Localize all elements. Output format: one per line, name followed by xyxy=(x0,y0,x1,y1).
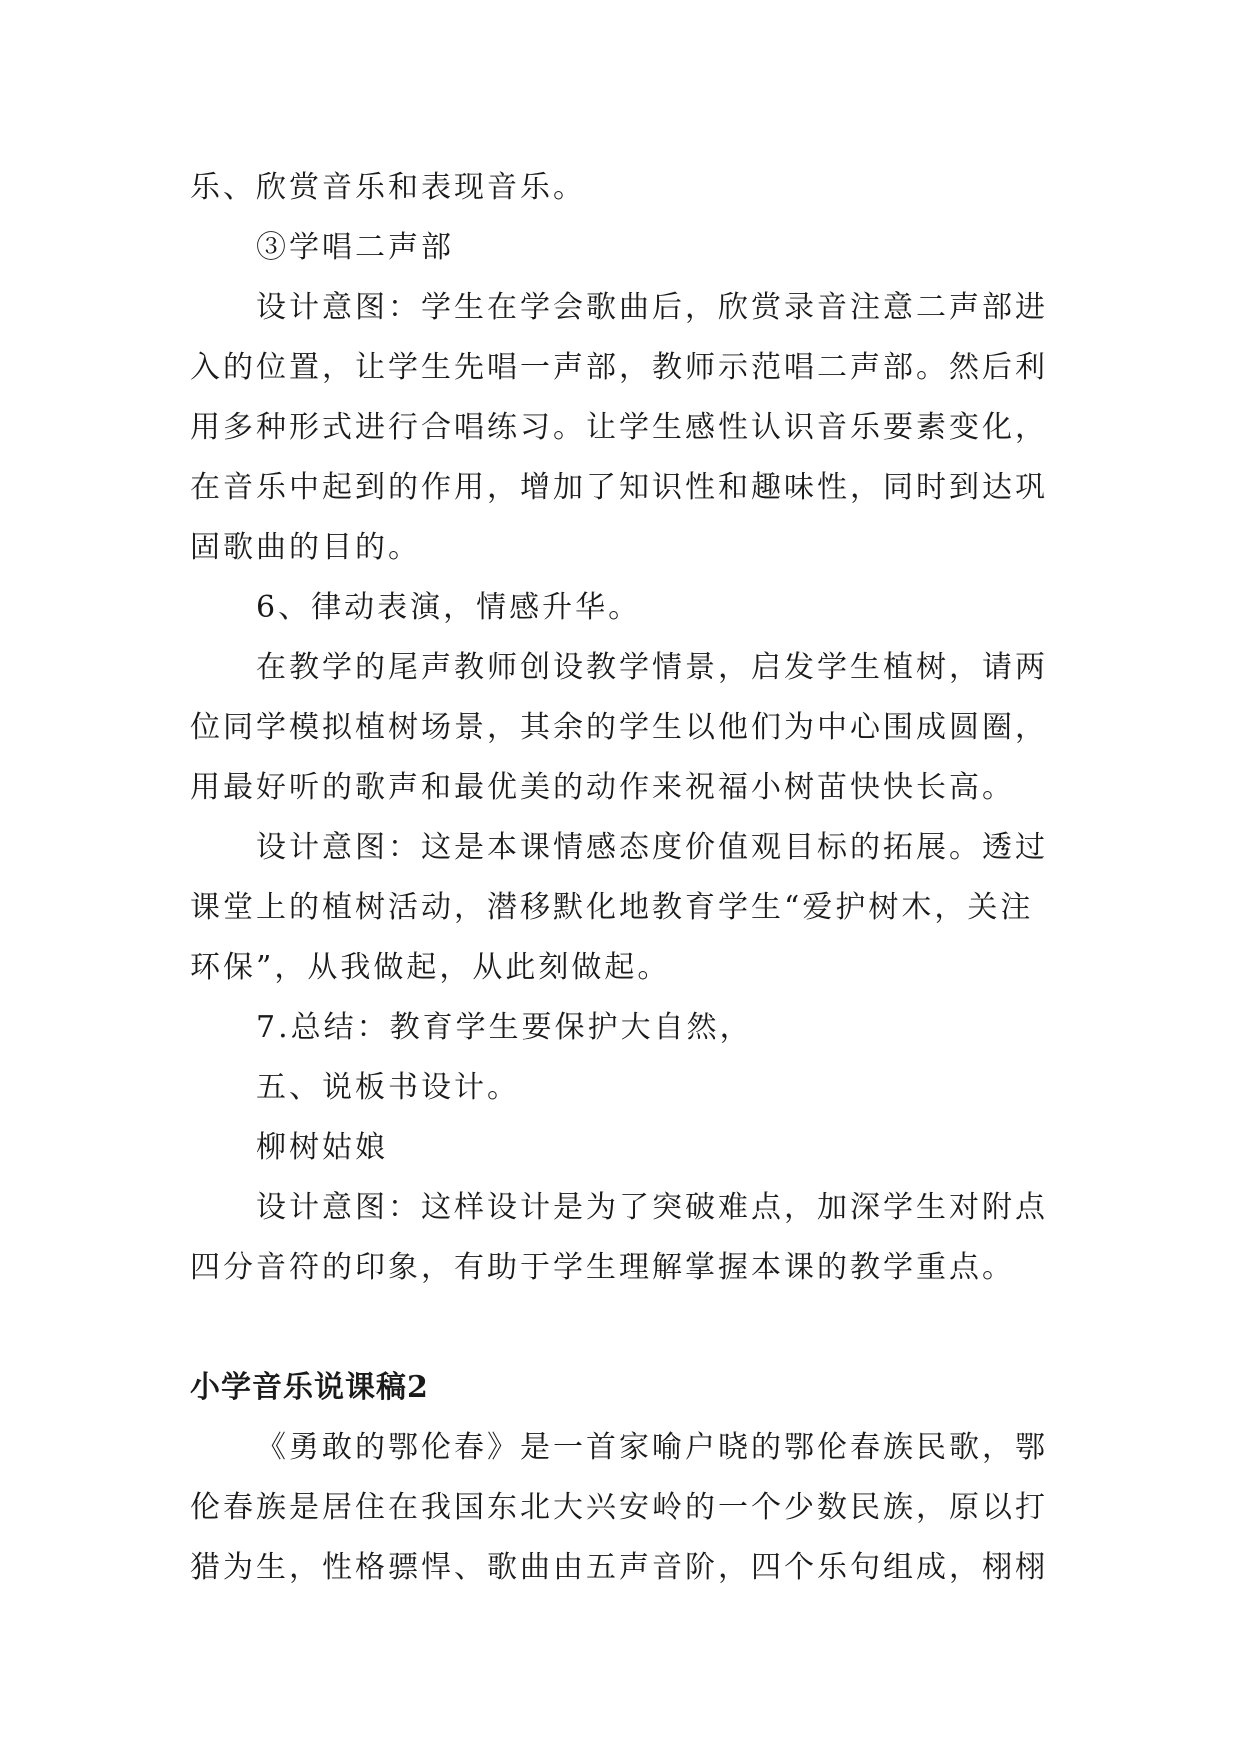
text-line: 五、说板书设计。 xyxy=(256,1070,520,1105)
paragraph-3 xyxy=(190,278,1070,578)
paragraph-5 xyxy=(190,638,1070,818)
text-line: 课堂上的植树活动，潜移默化地教育学生“爱护树木，关注 xyxy=(190,890,1034,925)
paragraph-9 xyxy=(190,1118,1070,1178)
text-line: 设计意图：这样设计是为了突破难点，加深学生对附点 xyxy=(256,1190,1048,1225)
paragraph-8 xyxy=(190,1058,1070,1118)
paragraph-10 xyxy=(190,1178,1070,1298)
text-line: 位同学模拟植树场景，其余的学生以他们为中心围成圆圈， xyxy=(190,710,1048,745)
paragraph-2 xyxy=(190,218,1070,278)
text-line: 在音乐中起到的作用，增加了知识性和趣味性，同时到达巩 xyxy=(190,470,1048,505)
paragraph-11 xyxy=(190,1418,1070,1598)
text-line: ③学唱二声部 xyxy=(256,230,454,265)
paragraph-6 xyxy=(190,818,1070,998)
text-line: 伦春族是居住在我国东北大兴安岭的一个少数民族，原以打 xyxy=(190,1490,1048,1525)
text-line: 用最好听的歌声和最优美的动作来祝福小树苗快快长高。 xyxy=(190,770,1015,805)
paragraph-7 xyxy=(190,998,1070,1058)
text-line: 设计意图：学生在学会歌曲后，欣赏录音注意二声部进 xyxy=(256,290,1048,325)
paragraph-4 xyxy=(190,578,1070,638)
text-line: 用多种形式进行合唱练习。让学生感性认识音乐要素变化， xyxy=(190,410,1048,445)
text-line: 四分音符的印象，有助于学生理解掌握本课的教学重点。 xyxy=(190,1250,1015,1285)
text-line: 《勇敢的鄂伦春》是一首家喻户晓的鄂伦春族民歌，鄂 xyxy=(256,1430,1048,1465)
text-line: 猎为生，性格骠悍、歌曲由五声音阶，四个乐句组成，栩栩 xyxy=(190,1550,1048,1585)
text-line: 设计意图：这是本课情感态度价值观目标的拓展。透过 xyxy=(256,830,1048,865)
text-line: 柳树姑娘 xyxy=(256,1130,388,1165)
document-page xyxy=(190,158,1070,1598)
text-line: 在教学的尾声教师创设教学情景，启发学生植树，请两 xyxy=(256,650,1048,685)
text-line: 固歌曲的目的。 xyxy=(190,530,421,565)
text-line: 环保”，从我做起，从此刻做起。 xyxy=(190,950,671,985)
paragraph-1 xyxy=(190,158,1070,218)
text-line: 乐、欣赏音乐和表现音乐。 xyxy=(190,170,586,205)
text-line: 6、律动表演，情感升华。 xyxy=(256,590,642,625)
section-heading: 小学音乐说课稿2 xyxy=(190,1370,429,1405)
text-line: 7.总结：教育学生要保护大自然， xyxy=(256,1010,753,1045)
text-line: 入的位置，让学生先唱一声部，教师示范唱二声部。然后利 xyxy=(190,350,1048,385)
